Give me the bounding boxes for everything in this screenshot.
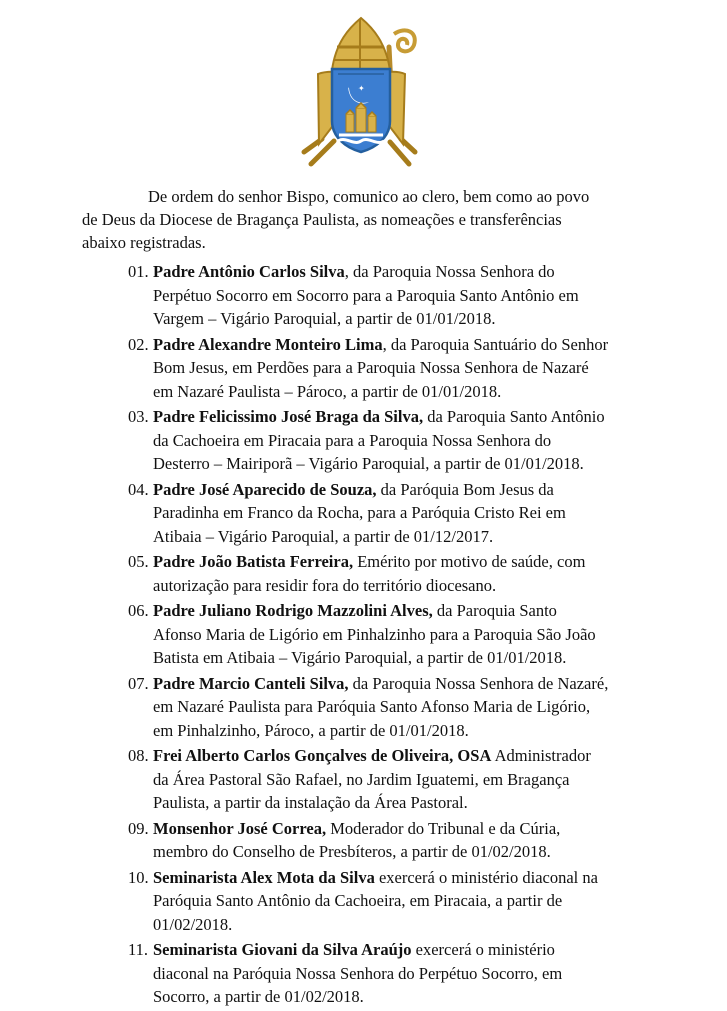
intro-line: de Deus da Diocese de Bragança Paulista, as nomeações e transferências	[82, 210, 562, 229]
appointment-number: 07.	[128, 673, 149, 693]
appointment-item	[128, 672, 718, 743]
intro-paragraph	[82, 185, 642, 254]
appointment-line: Padre Alexandre Monteiro Lima, da Paroquia Santuário do Senhor	[153, 334, 609, 354]
appointment-line: Desterro – Mairiporã – Vigário Paroquial, a partir de 01/01/2018.	[153, 454, 584, 473]
appointment-line: da Área Pastoral São Rafael, no Jardim Iguatemi, em Bragança	[153, 769, 570, 789]
appointment-line: Bom Jesus, em Perdões para a Paroquia Nossa Senhora de Nazaré	[153, 358, 589, 377]
appointment-line: Afonso Maria de Ligório em Pinhalzinho para a Paroquia São João	[153, 624, 596, 644]
appointment-item	[128, 478, 718, 549]
appointment-number: 09.	[128, 818, 149, 838]
appointment-line: Seminarista Alex Mota da Silva exercerá o ministério diaconal na	[153, 867, 598, 887]
appointment-name: Padre Alexandre Monteiro Lima	[153, 334, 383, 354]
appointment-line: Paradinha em Franco da Rocha, para a Paróquia Cristo Rei em	[153, 503, 566, 522]
appointment-line: em Pinhalzinho, Pároco, a partir de 01/01/2018.	[153, 720, 469, 740]
appointment-line: autorização para residir fora do território diocesano.	[153, 575, 497, 595]
appointment-item	[128, 599, 718, 670]
appointment-line: Paróquia Santo Antônio da Cachoeira, em Piracaia, a partir de	[153, 891, 563, 910]
appointment-name: Padre João Batista Ferreira,	[153, 552, 354, 571]
appointment-number: 05.	[128, 552, 149, 571]
appointment-name: Frei Alberto Carlos Gonçalves de Oliveira, OSA	[153, 746, 492, 765]
appointment-name: Padre José Aparecido de Souza,	[153, 479, 377, 499]
diocesan-coat-of-arms-icon	[298, 16, 424, 168]
intro-line: De ordem do senhor Bispo, comunico ao clero, bem como ao povo	[148, 187, 590, 206]
appointment-line: Perpétuo Socorro em Socorro para a Paroquia Santo Antônio em	[153, 285, 579, 305]
appointment-number: 10.	[128, 867, 149, 887]
appointment-number: 02.	[128, 334, 149, 354]
appointment-line: diaconal na Paróquia Nossa Senhora do Perpétuo Socorro, em	[153, 963, 563, 983]
appointment-item	[128, 405, 718, 476]
appointment-number: 04.	[128, 479, 149, 499]
svg-text:✦: ✦	[358, 84, 365, 93]
appointment-line: Padre João Batista Ferreira, Emérito por motivo de saúde, com	[153, 552, 586, 571]
appointment-number: 03.	[128, 407, 149, 426]
appointment-number: 01.	[128, 262, 149, 281]
appointment-name: Padre Marcio Canteli Silva,	[153, 673, 349, 693]
intro-line: abaixo registradas.	[82, 233, 206, 252]
appointment-line: Batista em Atibaia – Vigário Paroquial, a partir de 01/01/2018.	[153, 648, 567, 667]
appointment-name: Seminarista Alex Mota da Silva	[153, 867, 375, 887]
appointment-line: em Nazaré Paulista – Pároco, a partir de 01/01/2018.	[153, 381, 502, 401]
appointment-line: Vargem – Vigário Paroquial, a partir de 01/01/2018.	[153, 309, 496, 328]
appointment-line: Padre Antônio Carlos Silva, da Paroquia Nossa Senhora do	[153, 262, 555, 281]
appointment-line: Monsenhor José Correa, Moderador do Tribunal e da Cúria,	[153, 818, 561, 838]
appointment-line: Padre Felicissimo José Braga da Silva, da Paroquia Santo Antônio	[153, 407, 605, 426]
appointment-line: em Nazaré Paulista para Paróquia Santo Afonso Maria de Ligório,	[153, 697, 591, 716]
appointment-item	[128, 866, 718, 937]
appointment-line: da Cachoeira em Piracaia para a Paroquia Nossa Senhora do	[153, 430, 552, 450]
appointment-name: Seminarista Giovani da Silva Araújo	[153, 940, 412, 959]
appointment-item	[128, 744, 718, 815]
appointment-line: Padre Marcio Canteli Silva, da Paroquia Nossa Senhora de Nazaré,	[153, 673, 609, 693]
appointment-number: 06.	[128, 601, 149, 620]
appointment-item	[128, 550, 718, 597]
appointment-number: 08.	[128, 746, 149, 765]
appointment-name: Padre Antônio Carlos Silva	[153, 262, 345, 281]
appointment-line: 01/02/2018.	[153, 914, 233, 934]
appointment-item	[128, 938, 718, 1009]
appointment-line: Padre José Aparecido de Souza, da Paróquia Bom Jesus da	[153, 479, 554, 499]
appointment-item	[128, 260, 718, 331]
appointment-item	[128, 817, 718, 864]
appointment-line: Socorro, a partir de 01/02/2018.	[153, 987, 364, 1006]
appointment-item	[128, 333, 718, 404]
appointment-line: Atibaia – Vigário Paroquial, a partir de 01/12/2017.	[153, 526, 494, 546]
appointment-line: membro do Conselho de Presbíteros, a partir de 01/02/2018.	[153, 842, 551, 861]
appointment-line: Frei Alberto Carlos Gonçalves de Oliveira, OSA Administrador	[153, 746, 591, 765]
appointment-line: Paulista, a partir da instalação da Área Pastoral.	[153, 793, 468, 812]
appointment-number: 11.	[128, 940, 149, 959]
appointment-name: Padre Juliano Rodrigo Mazzolini Alves,	[153, 601, 433, 620]
appointment-line: Seminarista Giovani da Silva Araújo exercerá o ministério	[153, 940, 555, 959]
appointment-name: Padre Felicissimo José Braga da Silva,	[153, 407, 424, 426]
appointment-line: Padre Juliano Rodrigo Mazzolini Alves, da Paroquia Santo	[153, 601, 557, 620]
appointments-list	[128, 260, 718, 1011]
appointment-name: Monsenhor José Correa,	[153, 818, 327, 838]
